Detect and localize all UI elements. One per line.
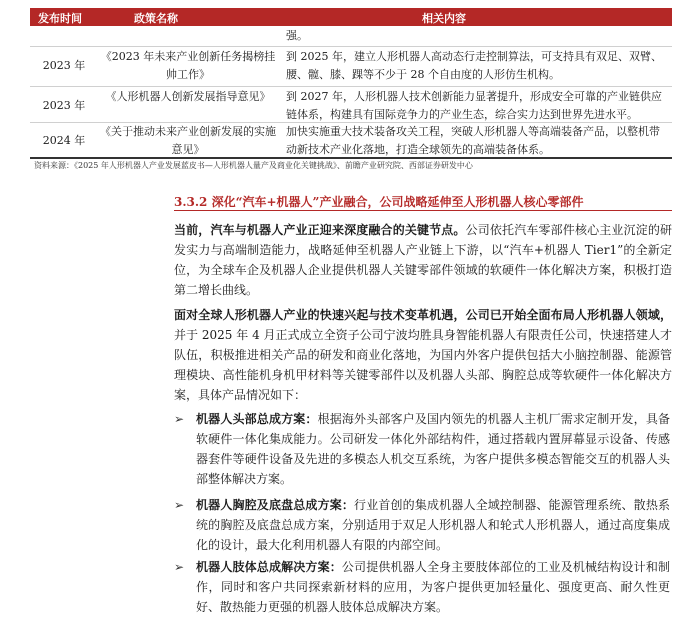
table-row	[30, 88, 672, 124]
table-cell-date: 2024 年	[42, 134, 86, 147]
bullet-body: 公司提供机器人全身主要肢体部位的工业及机械结构设计和制作，同时和客户共同探索新材料的应用，为客户提供更加轻量化、强度更高、耐久性更好、散热能力更强的机器人肢体总成解决方案。	[196, 560, 670, 614]
bullet-body: 行业首创的集成机器人全域控制器、能源管理系统、散热系统的胸腔及底盘总成方案，分别适用于双足人形机器人和轮式人形机器人，通过高度集成化的设计，最大化利用机器人有限的内部空间。	[196, 498, 670, 552]
body-paragraph	[174, 220, 672, 300]
table-cell-content: 强。	[286, 29, 308, 42]
arrow-bullet-icon: ➢	[174, 560, 185, 574]
table-cell-name: 《2023 年未来产业创新任务揭榜挂帅工作》	[100, 50, 276, 81]
header-content: 相关内容	[422, 12, 466, 25]
table-bottom-rule	[30, 157, 672, 159]
table-cell-date: 2023 年	[42, 99, 86, 112]
table-cell-name: 《关于推动未来产业创新发展的实施意见》	[100, 125, 276, 156]
paragraph-text: 公司依托汽车零部件核心主业沉淀的研发实力与高端制造能力，战略延伸至机器人产业链上下游，以“汽车+机器人 Tier1”的全新定位，为全球车企及机器人企业提供机器人关键零部件领域的软硬件一体化解决方案，积极打造第二增长曲线。	[174, 223, 672, 297]
table-divider	[30, 46, 672, 47]
bullet-lead: 机器人头部总成方案：	[196, 412, 318, 426]
table-row	[30, 123, 672, 159]
bullet-text	[196, 557, 670, 617]
paragraph-text: 并于 2025 年 4 月正式成立全资子公司宁波均胜具身智能机器人有限责任公司，快速搭建人才队伍，积极推进相关产品的研发和商业化落地，为国内外客户提供包括大小脑控制器、能源管理模块、高性能机身机甲材料等关键零部件以及机器人头部、胸腔总成等软硬件一体化解决方案，具体产品情况如下：	[174, 328, 672, 402]
table-source-note: 资料来源：《2025 年人形机器人产业发展蓝皮书—人形机器人量产及商业化关键挑战》、前瞻产业研究院、西部证券研发中心	[34, 161, 473, 170]
table-cell-content: 加快实施重大技术装备攻关工程，突破人形机器人等高端装备产品，以整机带动新技术产业化落地，打造全球领先的高端装备体系。	[286, 125, 660, 156]
header-policy-name: 政策名称	[134, 12, 178, 25]
bullet-lead: 机器人肢体总成解决方案：	[196, 560, 342, 574]
section-rule	[174, 210, 672, 211]
table-divider	[30, 86, 672, 87]
table-cell-content: 到 2027 年，人形机器人技术创新能力显著提升，形成安全可靠的产业链供应链体系，构建具有国际竞争力的产业生态，综合实力达到世界先进水平。	[286, 90, 662, 121]
body-paragraph	[174, 305, 672, 405]
section-heading: 3.3.2 深化“汽车+机器人”产业融合，公司战略延伸至人形机器人核心零部件	[174, 195, 584, 209]
arrow-bullet-icon: ➢	[174, 498, 185, 512]
table-cell-content: 到 2025 年，建立人形机器人高动态行走控制算法，可支持具有双足、双臂、腰、髋、膝、踝等不少于 28 个自由度的人形仿生机构。	[286, 50, 662, 81]
bullet-text	[196, 495, 670, 555]
table-header	[30, 8, 672, 26]
bullet-body: 根据海外头部客户及国内领先的机器人主机厂需求定制开发，具备软硬件一体化集成能力。公司研发一体化外部结构件，通过搭载内置屏幕显示设备、传感器套件等硬件设备及先进的多模态人机交互系统，为客户提供多模态智能交互的机器人头部整体解决方案。	[196, 412, 670, 486]
arrow-bullet-icon: ➢	[174, 412, 185, 426]
table-cell-date: 2023 年	[42, 59, 86, 72]
table-row	[30, 48, 672, 84]
paragraph-lead: 面对全球人形机器人产业的快速兴起与技术变革机遇，公司已开始全面布局人形机器人领域，	[174, 308, 672, 322]
bullet-text	[196, 409, 670, 489]
bullet-lead: 机器人胸腔及底盘总成方案：	[196, 498, 355, 512]
header-date: 发布时间	[38, 12, 82, 25]
paragraph-lead: 当前，汽车与机器人产业正迎来深度融合的关键节点。	[174, 223, 466, 237]
table-cell-name: 《人形机器人创新发展指导意见》	[105, 90, 271, 103]
